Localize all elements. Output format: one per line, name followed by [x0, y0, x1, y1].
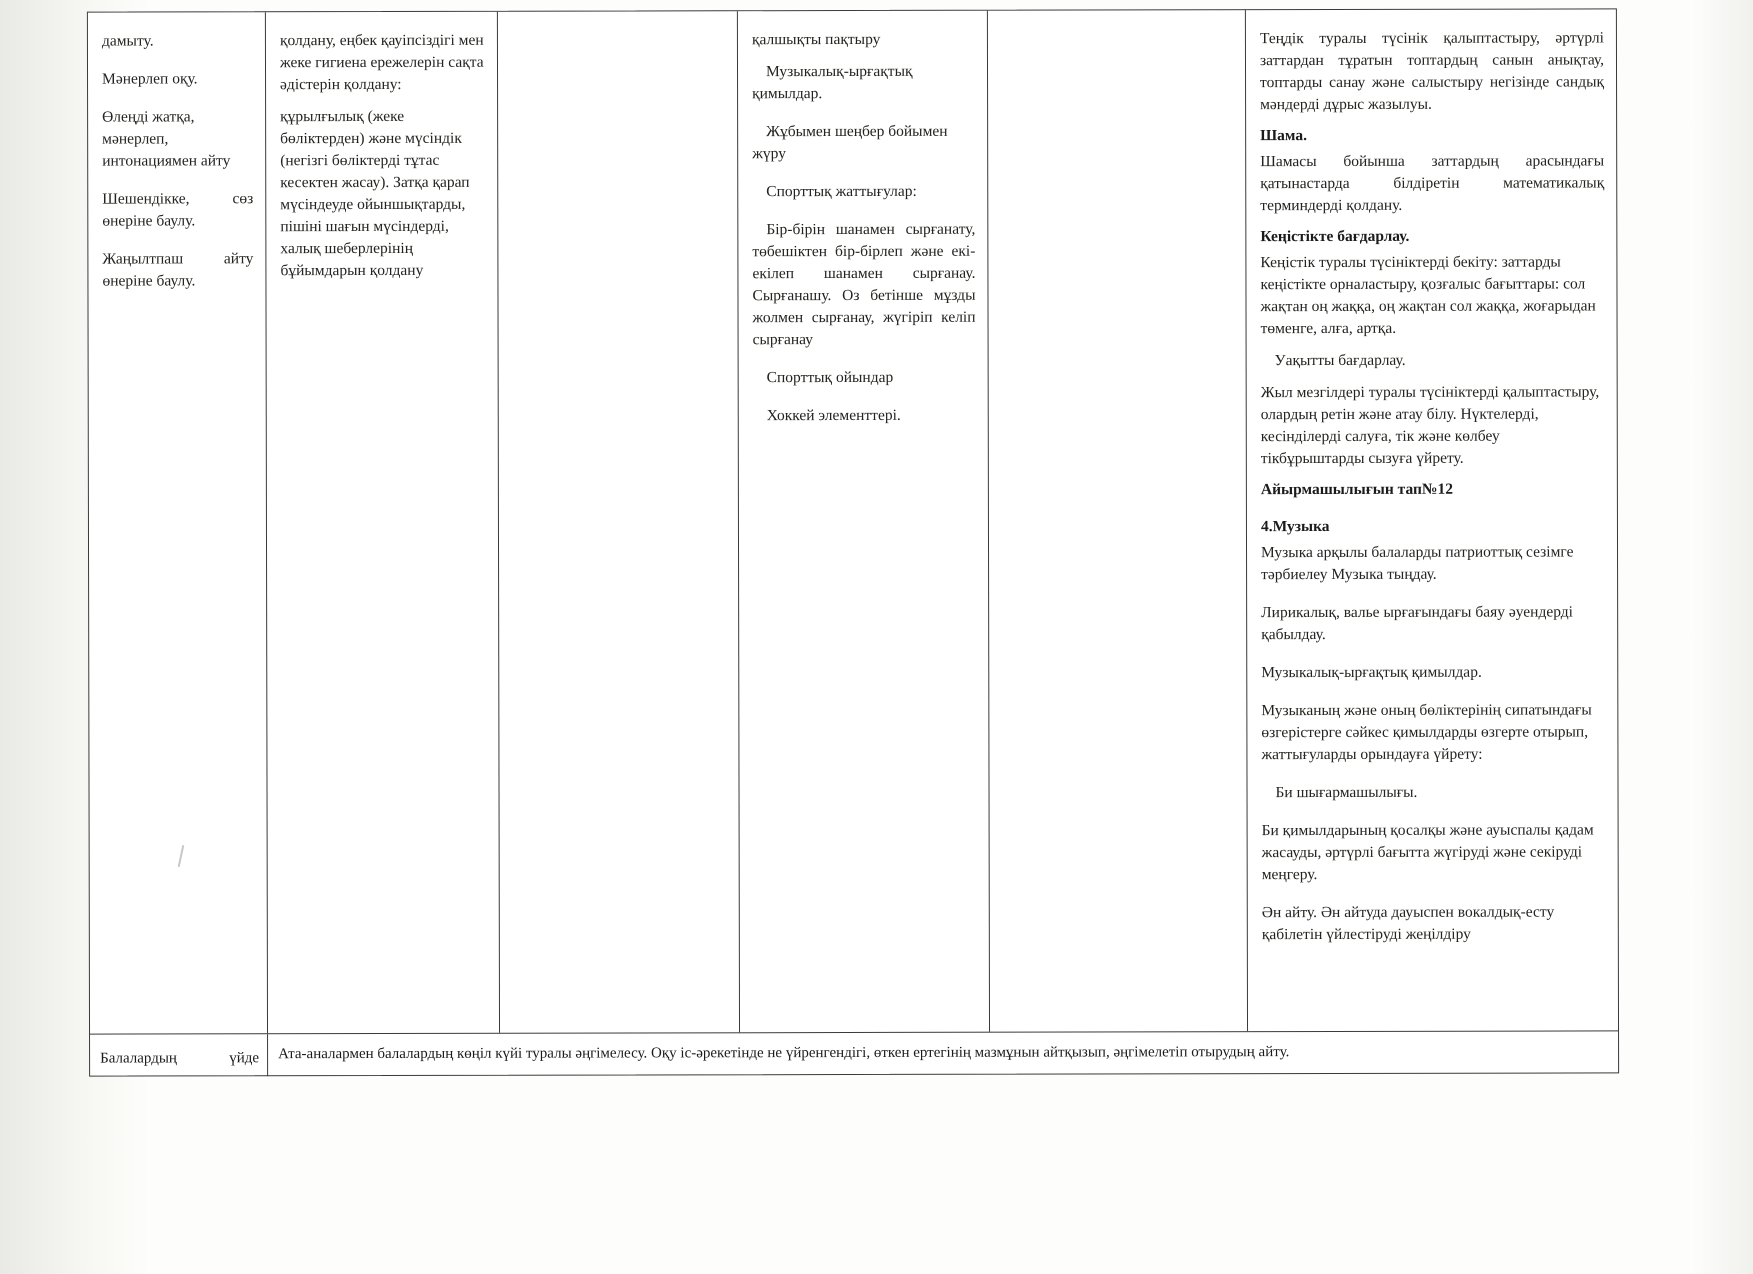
cell-paragraph: Музыкалық-ырғақтық қимылдар. — [752, 62, 913, 103]
cell-paragraph: Спорттық ойындар — [766, 368, 894, 387]
scan-shadow-right — [1693, 0, 1753, 1274]
cell-paragraph: Жұбымен шеңбер бойымен жүру — [752, 122, 948, 163]
cell-paragraph: Шамасы бойынша заттардың арасындағы қатынастарда білдіретін математикалық терминдерді қолдану. — [1260, 152, 1605, 215]
cell-paragraph: Жыл мезгілдері туралы түсініктерді қалыптастыру, олардың ретін және атау білу. Нүктелерді, кесінділерді салуға, тік және көлбеу тікбұрыштарды сызуға үйрету. — [1260, 383, 1600, 467]
cell-paragraph: Жаңылтпаш айту өнеріне баулу. — [102, 250, 254, 290]
cell-paragraph: Би қимылдарының қосалқы және ауыспалы қадам жасауды, әртүрлі бағытта жүгіруді және секіруді меңгеру. — [1261, 821, 1594, 883]
cell-heading: 4.Музыка — [1260, 517, 1330, 535]
scan-shadow-bottom — [0, 1154, 1753, 1274]
footer-label-text-end: үйде — [229, 1049, 260, 1066]
cell-paragraph: Мәнерлеп оқу. — [102, 70, 198, 88]
table-cell-column-1 — [88, 12, 268, 1033]
cell-heading: Кеңістікте бағдарлау. — [1260, 227, 1410, 246]
cell-heading: Шама. — [1260, 127, 1308, 145]
cell-paragraph: Хоккей элементтері. — [766, 406, 901, 425]
table-cell-column-4 — [738, 11, 990, 1033]
cell-paragraph: Ән айту. Ән айтуда дауыспен вокалдық-есту қабілетін үйлестіруді жеңілдіру — [1261, 903, 1555, 943]
table-cell-column-5 — [988, 10, 1248, 1032]
cell-paragraph: құрылғылық (жеке бөліктерден) және мүсіндік (негізгі бөліктерді тұтас кесектен жасау). Затқа қарап мүсіндеуде ойыншықтарды, пішіні шағын мүсіндерді, халық шеберлерінің бұйымдарын қолдану — [280, 107, 470, 280]
cell-paragraph: Музыканың және оның бөліктерінің сипатындағы өзгерістерге сәйкес қимылдарды өзгерте отырып, жаттығуларды орындауға үйрету: — [1261, 701, 1592, 763]
cell-paragraph: Кеңістік туралы түсініктерді бекіту: заттарды кеңістікте орналастыру, қозғалыс бағыттары: сол жақтан оң жаққа, оң жақтан сол жаққа, жоғарыдан төменге, алға, артқа. — [1260, 253, 1596, 337]
footer-label-cell — [90, 1034, 268, 1076]
table-cell-column-2 — [266, 12, 500, 1033]
footer-content-cell: Ата-аналармен балалардың көңіл күйі туралы әңгімелесу. Оқу іс-әрекетінде не үйренгендігі, өткен ертегінің мазмұнын айтқызып, әңгімелетіп отырудың айту. — [278, 1044, 1290, 1063]
document-table — [87, 8, 1619, 1076]
cell-paragraph: Бір-бірін шанамен сырғанату, төбешіктен бір-бірлеп және екі-екілеп шанамен сырғанау. Сырғанашу. Оз бетінше мұзды жолмен сырғанау, жүгіріп келіп сырғанау — [752, 220, 976, 349]
table-footer-row — [90, 1030, 1618, 1076]
table-cell-column-3 — [498, 11, 740, 1033]
footer-label-text: Балалардың — [100, 1049, 177, 1067]
cell-paragraph: Спорттық жаттығулар: — [766, 182, 917, 201]
cell-paragraph: Би шығармашылығы. — [1275, 783, 1418, 801]
cell-paragraph: Теңдік туралы түсінік қалыптастыру, әртүрлі заттардан тұратын топтардың санын анықтау, топтарды санау және салыстыру негізінде сандық мәндерді дұрыс жазылуы. — [1259, 29, 1605, 114]
cell-paragraph: Музыкалық-ырғақтық қимылдар. — [1261, 663, 1482, 681]
cell-paragraph: Өлеңді жатқа, мәнерлеп, интонациямен айту — [102, 108, 231, 170]
table-cell-column-6 — [1246, 9, 1618, 1031]
table-row — [88, 9, 1618, 1033]
cell-paragraph: Лирикалық, валье ырғағындағы баяу әуендерді қабылдау. — [1261, 603, 1573, 643]
cell-paragraph: дамыту. — [101, 32, 154, 50]
cell-paragraph: Музыка арқылы балаларды патриоттық сезімге тәрбиелеу Музыка тыңдау. — [1261, 543, 1574, 583]
cell-paragraph: қалшықты пақтыру — [751, 30, 881, 49]
cell-paragraph: Шешендікке, сөз өнеріне баулу. — [102, 190, 254, 230]
cell-paragraph: қолдану, еңбек қауіпсіздігі мен жеке гигиена ережелерін сақта әдістерін қолдану: — [279, 31, 484, 94]
cell-paragraph: Уақытты бағдарлау. — [1274, 351, 1406, 369]
cell-heading: Айырмашылығын тап№12 — [1260, 480, 1454, 498]
